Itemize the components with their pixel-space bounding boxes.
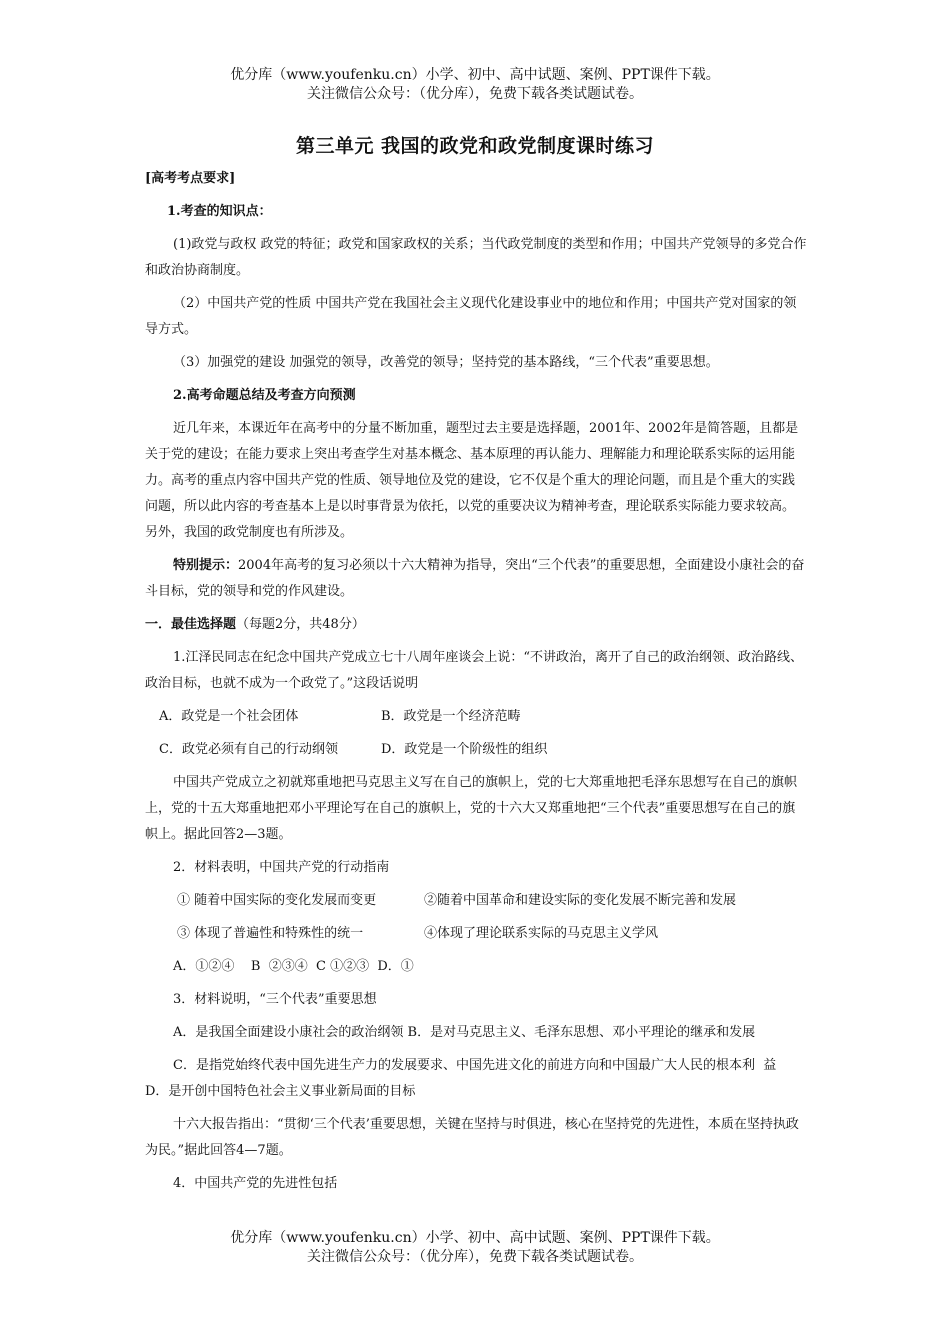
special-tip bbox=[145, 553, 807, 605]
tip-label: 特别提示： bbox=[173, 558, 239, 573]
tip-text: 2004年高考的复习必须以十六大精神为指导，突出“三个代表”的重要思想，全面建设小康社会的奋斗目标，党的领导和党的作风建设。 bbox=[145, 558, 805, 599]
part1-label: 一．最佳选择题 bbox=[145, 617, 237, 632]
q2-item-3: ③ 体现了普遍性和特殊性的统一 bbox=[177, 926, 364, 941]
part1-heading bbox=[145, 612, 807, 638]
q1-option-a: A．政党是一个社会团体 bbox=[159, 709, 299, 724]
knowledge-item-2: （2）中国共产党的性质 中国共产党在我国社会主义现代化建设事业中的地位和作用；中国共产党对国家的领导方式。 bbox=[145, 296, 797, 337]
question-1: 1.江泽民同志在纪念中国共产党成立七十八周年座谈会上说：“不讲政治，离开了自己的政治纲领、政治路线、政治目标，也就不成为一个政党了。”这段话说明 bbox=[145, 650, 804, 691]
q2-options: A．①②④ B ②③④ C ①②③ D．① bbox=[173, 959, 414, 974]
q2-item-1: ① 随着中国实际的变化发展而变更 bbox=[177, 893, 377, 908]
q2-item-4: ④体现了理论联系实际的马克思主义学风 bbox=[424, 926, 659, 941]
knowledge-item-1: (1)政党与政权 政党的特征；政党和国家政权的关系；当代政党制度的类型和作用；中国共产党领导的多党合作和政治协商制度。 bbox=[145, 237, 807, 278]
page-footer bbox=[0, 1229, 950, 1267]
page-header bbox=[0, 66, 950, 104]
q2-item-2: ②随着中国革命和建设实际的变化发展不断完善和发展 bbox=[424, 893, 737, 908]
q3-options-cd: C．是指党始终代表中国先进生产力的发展要求、中国先进文化的前进方向和中国最广大人民的根本利 益 D．是开创中国特色社会主义事业新局面的目标 bbox=[145, 1058, 806, 1099]
q1-options-row-1 bbox=[145, 704, 807, 730]
header-line-1: 优分库（www.youfenku.cn）小学、初中、高中试题、案例、PPT课件下载。 bbox=[230, 67, 720, 83]
document-body bbox=[145, 166, 807, 1204]
q3-options-ab: A．是我国全面建设小康社会的政治纲领 B．是对马克思主义、毛泽东思想、邓小平理论的继承和发展 bbox=[173, 1025, 756, 1040]
knowledge-item-3: （3）加强党的建设 加强党的领导，改善党的领导；坚持党的基本路线，“三个代表”重要思想。 bbox=[173, 355, 719, 370]
exam-requirements-heading: [高考考点要求] bbox=[145, 171, 236, 186]
page-title: 第三单元 我国的政党和政党制度课时练习 bbox=[295, 135, 655, 157]
q1-option-c: C．政党必须有自己的行动纲领 bbox=[159, 742, 338, 757]
q2-items-row-1 bbox=[145, 888, 807, 914]
question-4: 4．中国共产党的先进性包括 bbox=[173, 1176, 338, 1191]
question-2: 2．材料表明，中国共产党的行动指南 bbox=[173, 860, 390, 875]
part1-note: （每题2分，共48分） bbox=[236, 617, 365, 632]
q1-option-d: D．政党是一个阶级性的组织 bbox=[381, 742, 548, 757]
material-2: 十六大报告指出：“贯彻‘三个代表’重要思想，关键在坚持与时俱进，核心在坚持党的先进性，本质在坚持执政为民。”据此回答4—7题。 bbox=[145, 1117, 799, 1158]
footer-line-2: 关注微信公众号：（优分库），免费下载各类试题试卷。 bbox=[307, 1249, 643, 1265]
footer-line-1: 优分库（www.youfenku.cn）小学、初中、高中试题、案例、PPT课件下载。 bbox=[230, 1230, 720, 1246]
q2-items-row-2 bbox=[145, 921, 807, 947]
prediction-heading: 2.高考命题总结及考查方向预测 bbox=[173, 388, 356, 403]
prediction-paragraph: 近几年来，本课近年在高考中的分量不断加重，题型过去主要是选择题，2001年、2002年是简答题，且都是关于党的建设；在能力要求上突出考查学生对基本概念、基本原理的再认能力、理解能力和理论联系实际的运用能力。高考的重点内容中国共产党的性质、领导地位及党的建设，它不仅是个重大的理论问题，而且是个重大的实践问题，所以此内容的考查基本上是以时事背景为依托，以党的重要决议为精神考查，理论联系实际能力要求较高。另外，我国的政党制度也有所涉及。 bbox=[145, 421, 799, 540]
q1-options-row-2 bbox=[145, 737, 807, 763]
q1-option-b: B．政党是一个经济范畴 bbox=[381, 709, 521, 724]
knowledge-heading: 1.考查的知识点： bbox=[167, 204, 272, 219]
header-line-2: 关注微信公众号：（优分库），免费下载各类试题试卷。 bbox=[307, 86, 643, 102]
question-3: 3．材料说明，“三个代表”重要思想 bbox=[173, 992, 377, 1007]
material-1: 中国共产党成立之初就郑重地把马克思主义写在自己的旗帜上，党的七大郑重地把毛泽东思想写在自己的旗帜上，党的十五大郑重地把邓小平理论写在自己的旗帜上，党的十六大又郑重地把“三个代表”重要思想写在自己的旗帜上。据此回答2—3题。 bbox=[145, 775, 798, 842]
